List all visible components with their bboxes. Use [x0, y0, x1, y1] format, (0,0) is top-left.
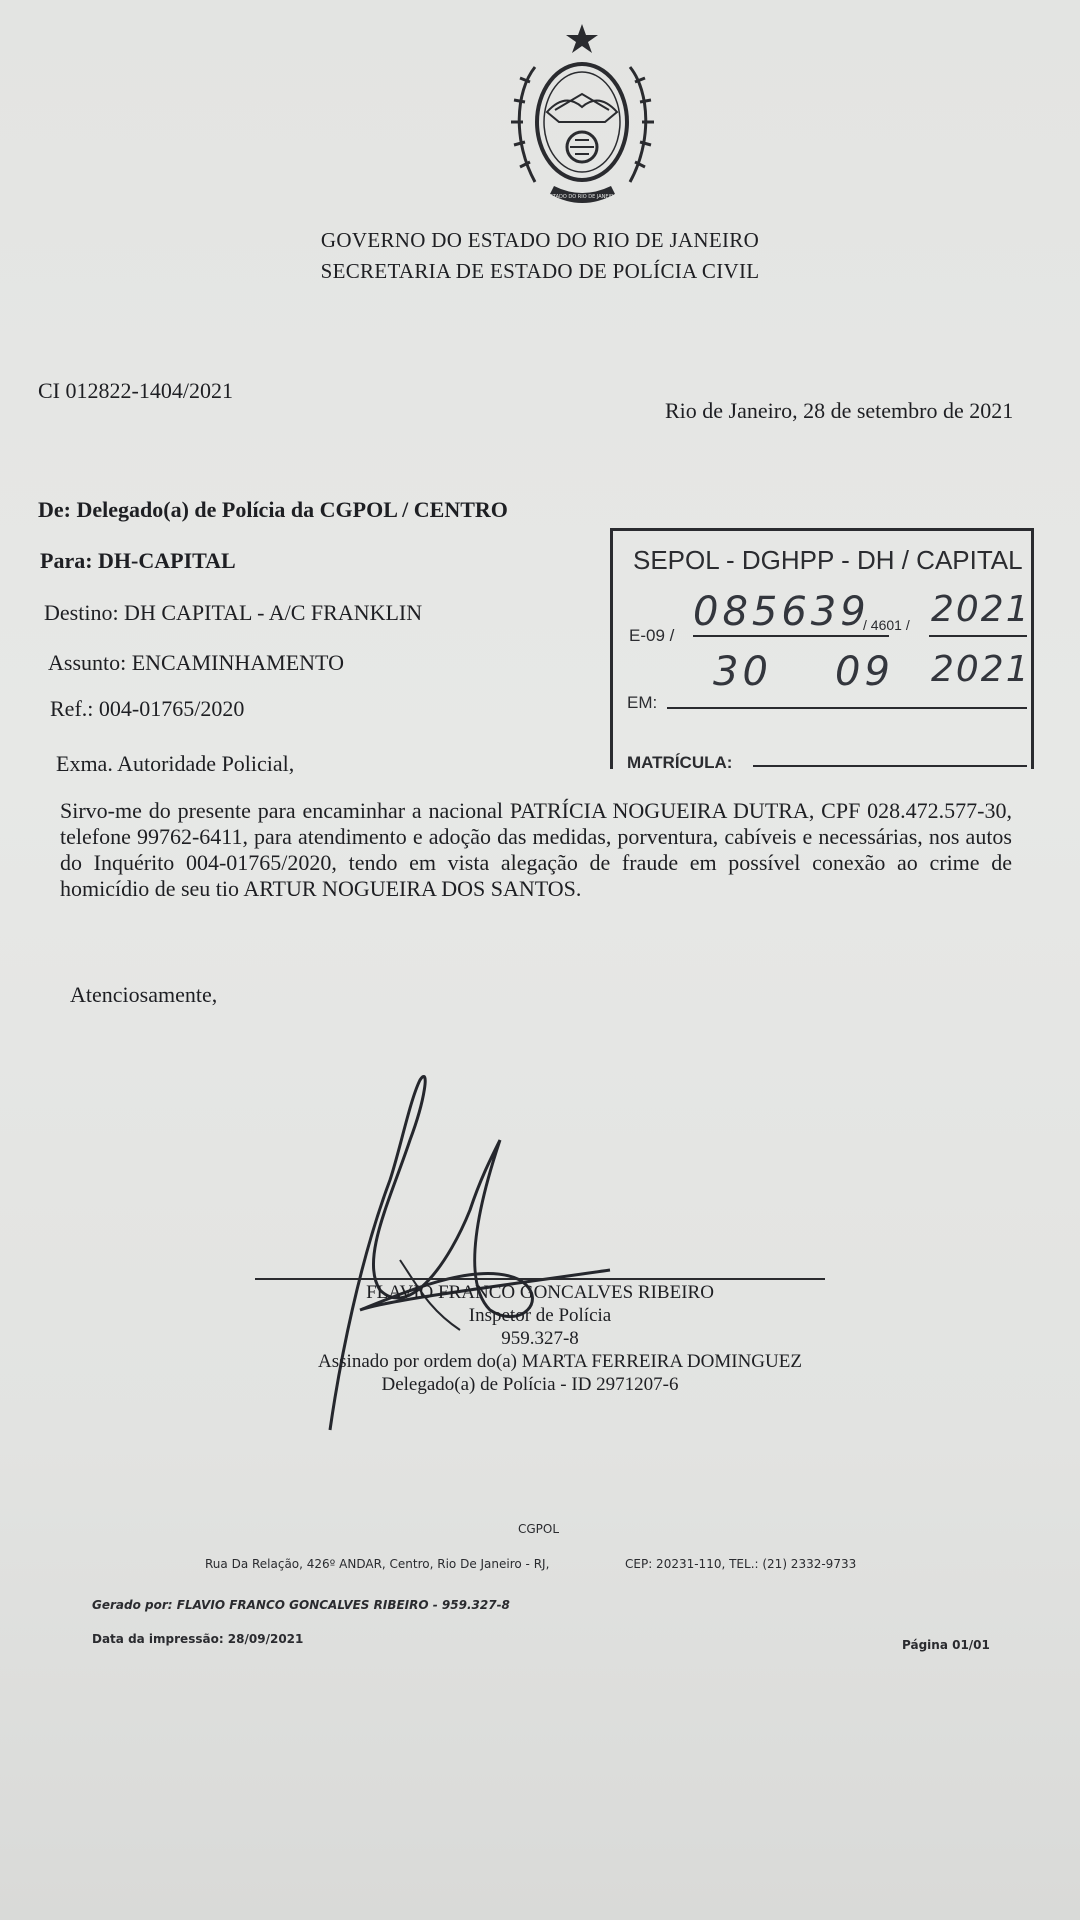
footer-print-date: Data da impressão: 28/09/2021 [92, 1632, 304, 1646]
body-paragraph: Sirvo-me do presente para encaminhar a nacional PATRÍCIA NOGUEIRA DUTRA, CPF 028.472.577-30, telefone 99762-6411, para atendimento e adoção das medidas, porventura, cabíveis e necessárias, nos autos do Inquérito 004-01765/2020, tendo em vista alegação de fraude em possível conexão ao crime de homicídio de seu tio ARTUR NOGUEIRA DOS SANTOS. [60, 798, 1012, 901]
stamp-day: 30 [713, 649, 772, 695]
place-date: Rio de Janeiro, 28 de setembro de 2021 [665, 398, 1014, 423]
stamp-line-number [693, 635, 889, 637]
svg-text:ESTADO DO RIO DE JANEIRO: ESTADO DO RIO DE JANEIRO [546, 194, 618, 200]
footer-generated-by: Gerado por: FLAVIO FRANCO GONCALVES RIBEIRO - 959.327-8 [92, 1598, 510, 1612]
stamp-protocol-year: 2021 [931, 589, 1031, 630]
field-subject: Assunto: ENCAMINHAMENTO [48, 650, 344, 675]
header-secretariat: SECRETARIA DE ESTADO DE POLÍCIA CIVIL [320, 259, 760, 283]
header-government: GOVERNO DO ESTADO DO RIO DE JANEIRO [320, 228, 760, 252]
stamp-title: SEPOL - DGHPP - DH / CAPITAL [633, 545, 1023, 575]
stamp-e-prefix: E-09 / [629, 626, 675, 645]
protocol-stamp [610, 528, 1034, 772]
signer-role: Inspetor de Polícia [468, 1305, 612, 1326]
stamp-line-date [667, 707, 1027, 709]
stamp-matricula-label: MATRÍCULA: [627, 753, 733, 772]
stamp-protocol-number: 085639 [693, 589, 870, 635]
salutation: Exma. Autoridade Policial, [56, 751, 295, 776]
footer-org: CGPOL [518, 1522, 560, 1536]
footer-address: Rua Da Relação, 426º ANDAR, Centro, Rio De Janeiro - RJ, [205, 1557, 550, 1571]
signed-by: Assinado por ordem do(a) MARTA FERREIRA DOMINGUEZ [318, 1351, 802, 1372]
delegate: Delegado(a) de Polícia - ID 2971207-6 [381, 1374, 679, 1395]
reference-code: CI 012822-1404/2021 [38, 378, 233, 403]
field-to: Para: DH-CAPITAL [40, 548, 236, 573]
footer-cep-phone: CEP: 20231-110, TEL.: (21) 2332-9733 [625, 1557, 857, 1571]
field-from: De: Delegado(a) de Polícia da CGPOL / CENTRO [38, 497, 508, 522]
footer-page-number: Página 01/01 [902, 1638, 990, 1652]
field-reference: Ref.: 004-01765/2020 [50, 696, 245, 721]
closing: Atenciosamente, [70, 982, 218, 1007]
stamp-mid-code: / 4601 / [863, 617, 910, 633]
stamp-line-year [929, 635, 1027, 637]
stamp-line-matricula [753, 765, 1027, 767]
stamp-em-label: EM: [627, 693, 658, 712]
signer-name: FLAVIO FRANCO GONCALVES RIBEIRO [366, 1282, 714, 1303]
signature-line [255, 1278, 825, 1280]
stamp-year: 2021 [931, 649, 1031, 690]
state-coat-of-arms-icon [495, 22, 670, 222]
signer-id: 959.327-8 [501, 1328, 579, 1349]
stamp-month: 09 [835, 649, 894, 695]
field-destination: Destino: DH CAPITAL - A/C FRANKLIN [44, 600, 423, 625]
